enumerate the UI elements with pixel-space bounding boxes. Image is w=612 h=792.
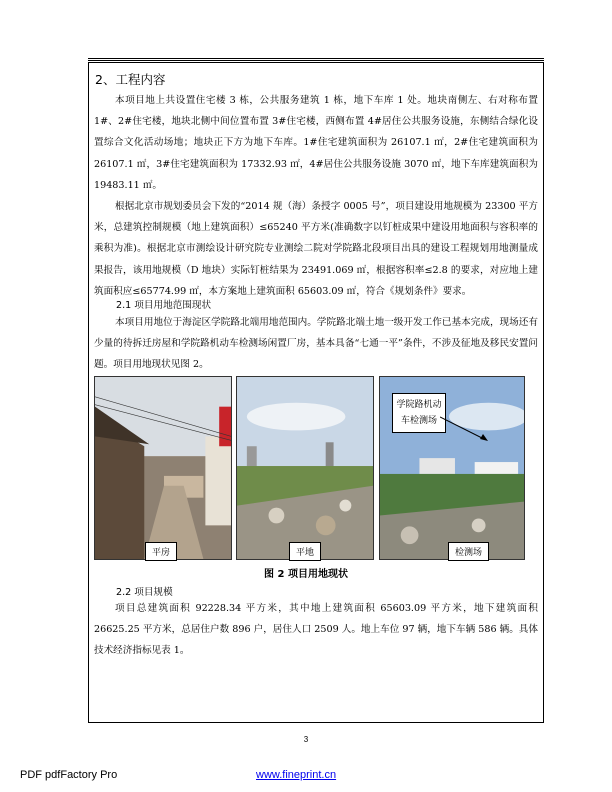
photo-label-bungalows: 平房 — [145, 542, 177, 561]
callout-inspection-yard: 学院路机动车检测场 — [392, 393, 446, 433]
paragraph-site-status: 本项目用地位于海淀区学院路北端用地范围内。学院路北端土地一级开发工作已基本完成，现场还有少量的待拆迁房屋和学院路机动车检测场闲置厂房，基本具备“七通一平”条件，不涉及征地及移民安置问题。项目用地现状见图 2。 — [94, 317, 538, 371]
photo-flat-land — [236, 376, 374, 560]
subheading-site-status: 2.1 项目用地范围现状 — [116, 300, 212, 311]
page-number: 3 — [303, 735, 309, 744]
section-heading: 2、工程内容 — [95, 72, 166, 87]
paragraph-planning: 根据北京市规划委员会下发的“2014 规（海）条授字 0005 号”，项目建设用地规模为 23300 平方米，总建筑控制规模（地上建筑面积）≤65240 平方米(准确数字以钉桩成果中建设用地面积与容积率的乘积为准)。根据北京市测绘设计研究院专业测绘二院对学院路北段项目出具的建设工程规划用地测量成果报告，该用地规模（D 地块）实际钉桩结果为 23491.069 ㎡，根据容积率≤2.8 的要求，对应地上建筑面积应≤65774.99 ㎡，本方案地上建筑面积 65603.09 ㎡，符合《规划条件》要求。 — [94, 201, 538, 297]
footer-producer: PDF pdfFactory Pro — [20, 769, 118, 781]
photo-label-inspection-yard: 检测场 — [448, 542, 489, 561]
photo-label-flat-land: 平地 — [289, 542, 321, 561]
paragraph-project-scale: 项目总建筑面积 92228.34 平方米，其中地上建筑面积 65603.09 平方米，地下建筑面积 26625.25 平方米，总居住户数 896 户，居住人口 2509 人。地上车位 97 辆，地下车辆 586 辆。具体技术经济指标见表 1。 — [94, 603, 538, 657]
photo-bungalows — [94, 376, 232, 560]
footer-link[interactable]: www.fineprint.cn — [256, 769, 337, 781]
paragraph-buildings: 本项目地上共设置住宅楼 3 栋，公共服务建筑 1 栋，地下车库 1 处。地块南侧左、右对称布置 1#、2#住宅楼，地块北侧中间位置布置 3#住宅楼，西侧布置 4#居住公共服务设施，东侧结合绿化设置综合文化活动场地；地块正下方为地下车库。1#住宅建筑面积为 26107.1 ㎡，2#住宅建筑面积为 26107.1 ㎡，3#住宅建筑面积为 17332.93 ㎡，4#居住公共服务设施 3070 ㎡，地下车库建筑面积为 19483.11 ㎡。 — [94, 95, 538, 191]
figure-caption: 图 2 项目用地现状 — [264, 569, 348, 580]
subheading-project-scale: 2.2 项目规模 — [116, 587, 173, 598]
callout-arrow-icon — [440, 415, 490, 443]
frame-top-rule — [88, 58, 544, 61]
